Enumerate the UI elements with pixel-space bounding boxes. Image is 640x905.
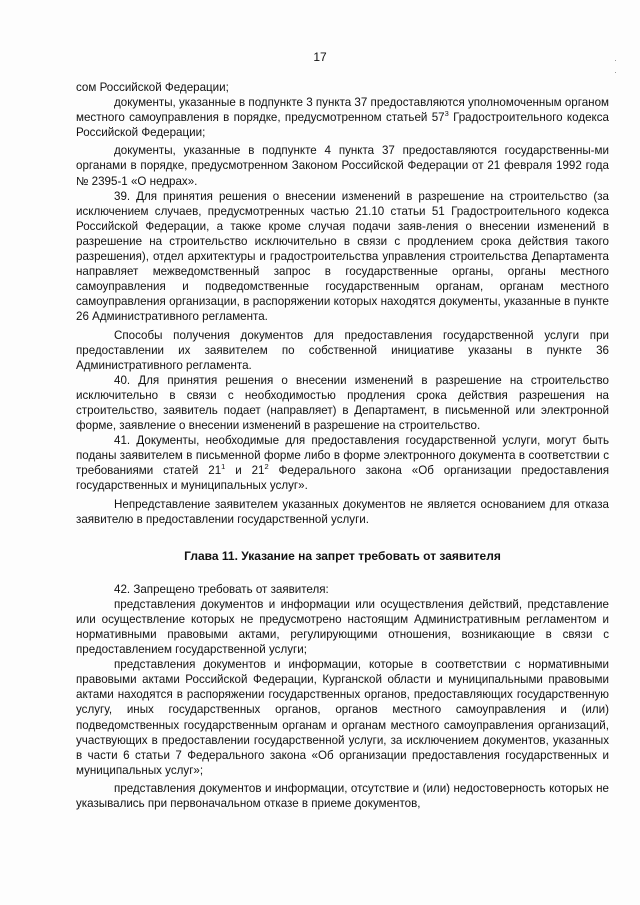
paragraph-text: представления документов и информации или осуществления действий, представление или осуществление которых не предусмотрено настоящим Административным регламентом и нормативными правовыми актами, регулирующими отношения, возникающие в связи с предоставлением государственной услуги; [76, 597, 609, 657]
scan-speck [615, 72, 616, 73]
paragraph-text: 40. Для принятия решения о внесении изменений в разрешение на строительство исключительно в связи с необходимостью продления срока действия разрешения на строительство, заявитель подает (направляет) в Департамент, в письменной или электронной форме, заявление о внесении изменений в разрешение на строительство. [76, 373, 609, 433]
paragraph [76, 781, 609, 811]
paragraph [76, 80, 609, 95]
superscript: 1 [221, 462, 226, 472]
paragraph-text: 41. Документы, необходимые для предоставления государственной услуги, могут быть поданы заявителем в письменной форме либо в форме электронного документа в соответствии с требованиями статей 21 [76, 434, 609, 478]
paragraph-text: 42. Запрещено требовать от заявителя: [114, 582, 329, 596]
paragraph [76, 373, 609, 433]
paragraph-text: Градостроительного кодекса Российской Федерации; [76, 111, 609, 140]
paragraph [76, 328, 609, 373]
paragraph-text: сом Российской Федерации; [76, 81, 229, 94]
page-number: 17 [313, 50, 327, 64]
paragraph [76, 189, 609, 325]
paragraph [76, 582, 609, 597]
paragraph-text: представления документов и информации, которые в соответствии с нормативными правовыми актами Российской Федерации, Курганской области и муниципальными правовыми актами находятся в распоряжении государственных органов, предоставляющих государственную услугу, иных государственных органов, органов местного самоуправления и (или) подведомственных государственным органам и органам местного самоуправления организаций, участвующих в предоставлении государственной услуги, за исключением документов, указанных в части 6 статьи 7 Федерального закона «Об организации предоставления государственных и муниципальных услуг»; [76, 658, 609, 777]
paragraph-text: и 21 [225, 464, 265, 478]
paragraph [76, 497, 609, 527]
chapter-title: Глава 11. Указание на запрет требовать от заявителя [184, 548, 501, 563]
paragraph-text: документы, указанные в подпункте 3 пункта 37 предоставляются уполномоченным органом местного самоуправления в порядке, предусмотренном статьей 57 [76, 96, 609, 125]
paragraph-text: 39. Для принятия решения о внесении изменений в разрешение на строительство (за исключением случаев, предусмотренных частью 21.10 статьи 51 Градостроительного кодекса Российской Федерации, а также кроме случая подачи заяв-ления о внесении изменений в разрешение на строительство исключительно в связи с продлением срока действия такого разрешения), отдел архитектуры и градостроительства управления строительства Департамента направляет межведомственный запрос в государственные органы, органы местного самоуправления и подведомственные государственным органам, органам местного самоуправления организации, в распоряжении которых находятся документы, указанные в пункте 26 Административного регламента. [76, 189, 609, 324]
superscript: 2 [264, 462, 269, 472]
paragraph-text: Непредставление заявителем указанных документов не является основанием для отказа заявителю в предоставлении государственной услуги. [76, 497, 609, 526]
superscript: 3 [444, 109, 449, 119]
paragraph [76, 95, 609, 140]
paragraph-text: Способы получения документов для предоставления государственной услуги при предоставлении их заявителем по собственной инициативе указаны в пункте 36 Административного регламента. [76, 328, 609, 372]
paragraphs-top [76, 80, 609, 527]
paragraph [76, 143, 609, 188]
paragraph-text: представления документов и информации, отсутствие и (или) недостоверность которых не указывались при первоначальном отказе в приеме документов, [76, 781, 609, 811]
paragraphs-bottom [76, 582, 609, 811]
paragraph-text: Федерального закона «Об организации предоставления государственных и муниципальных услуг». [76, 464, 609, 493]
paragraph [76, 597, 609, 657]
scan-speck [615, 60, 616, 61]
document-body [76, 80, 609, 811]
paragraph [76, 433, 609, 493]
paragraph [76, 657, 609, 778]
paragraph-text: документы, указанные в подпункте 4 пункта 37 предоставляются государственны-ми органами в порядке, предусмотренном Законом Российской Федерации от 21 февраля 1992 года № 2395-1 «О недрах». [76, 144, 609, 188]
